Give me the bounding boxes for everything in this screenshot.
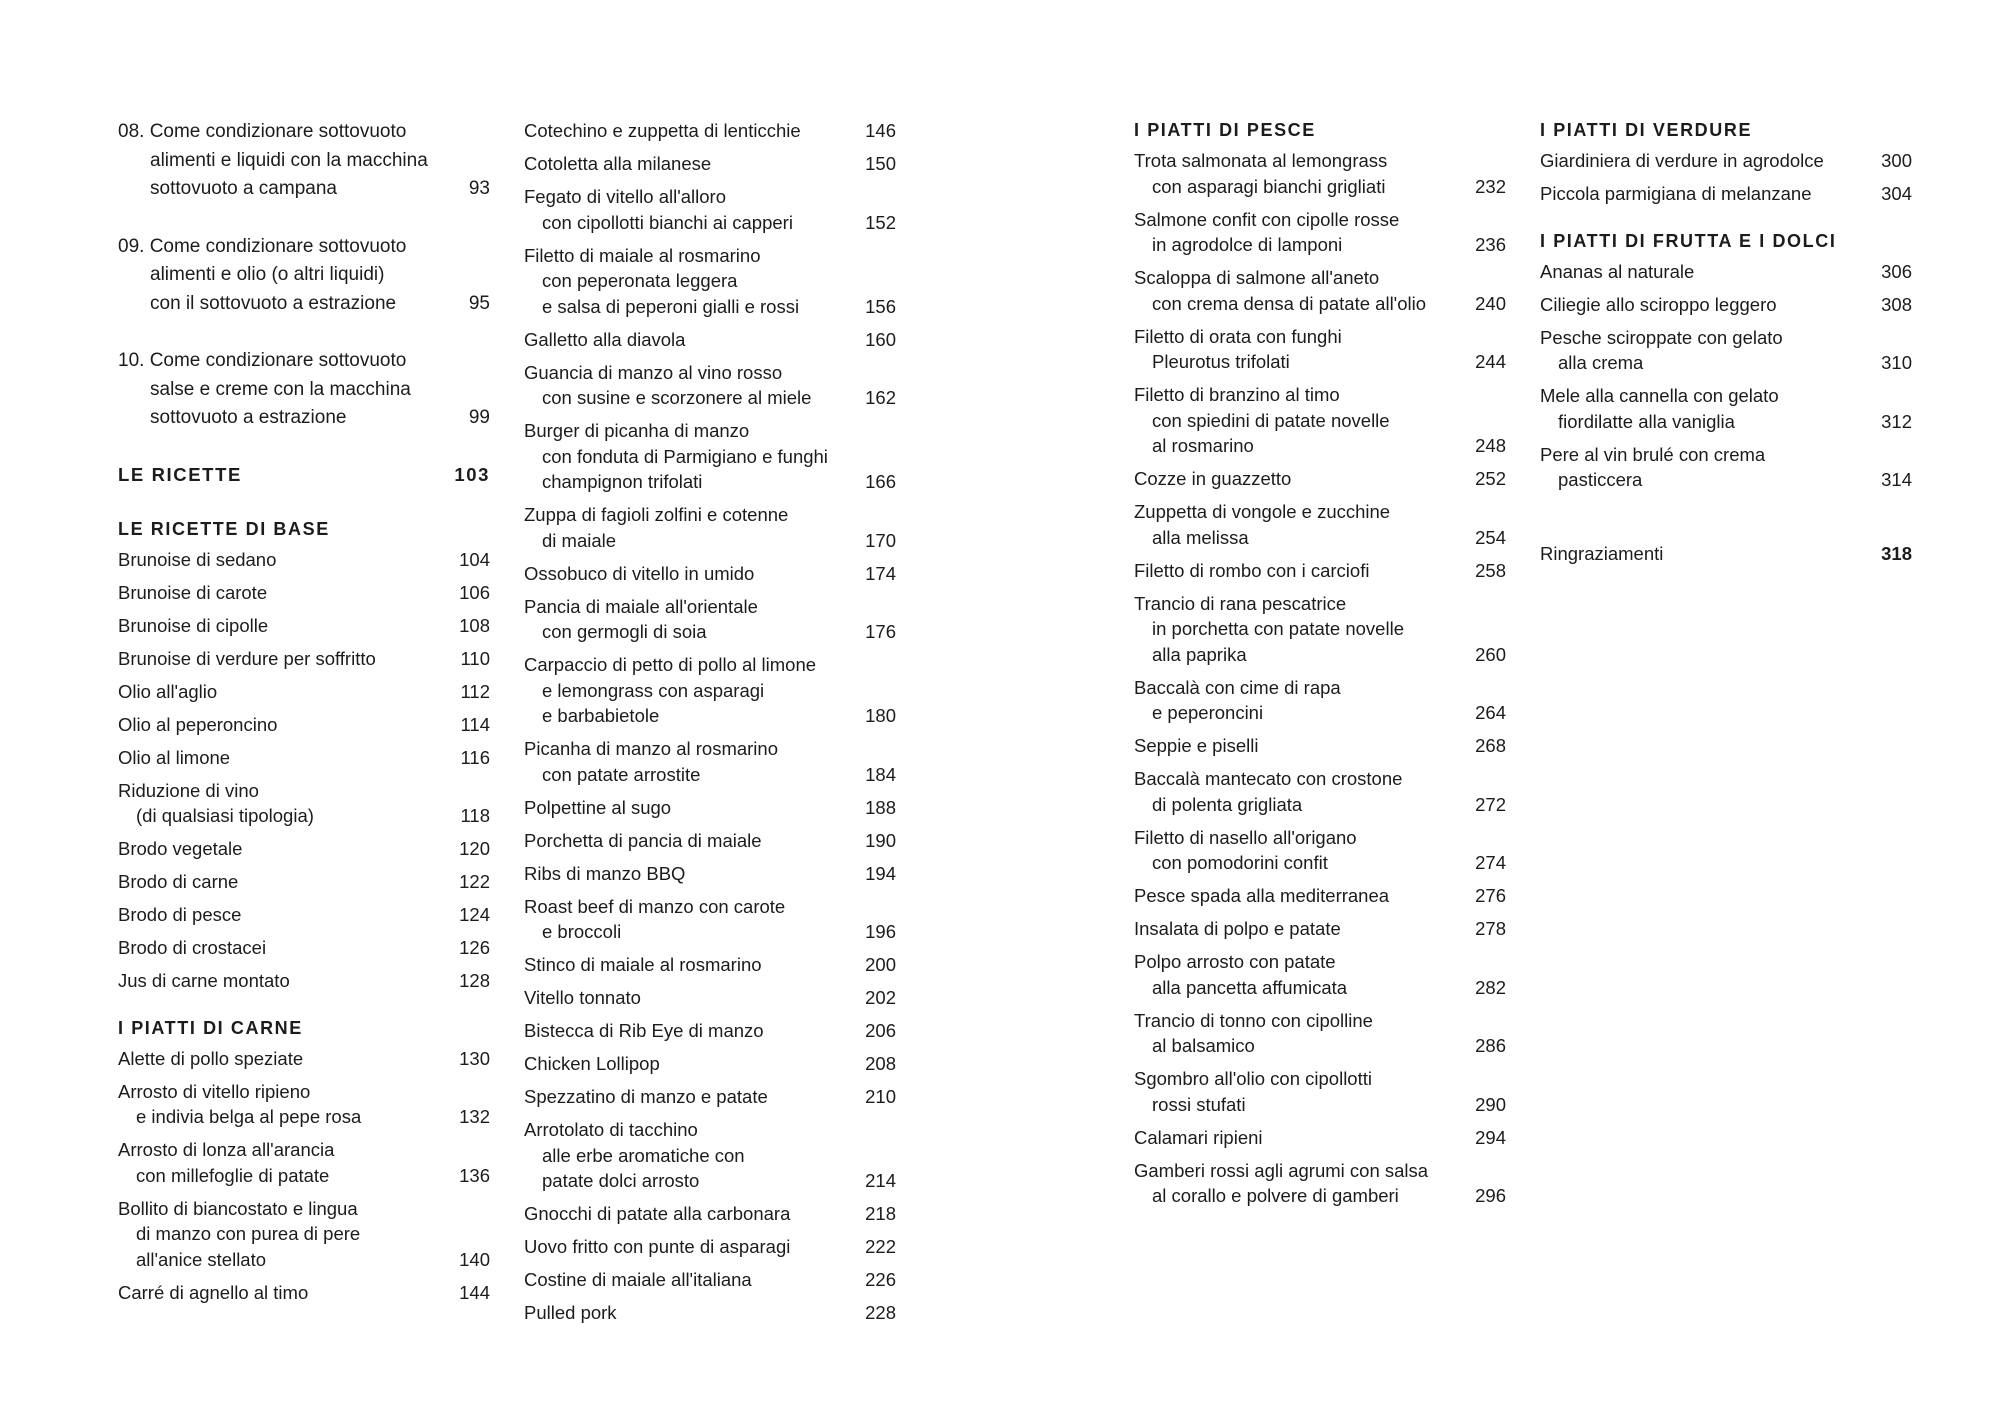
entry-title: Zuppa di fagioli zolfini e cotenne di maiale <box>524 504 789 551</box>
entry-title: Cozze in guazzetto <box>1134 468 1292 489</box>
entry-title: Olio al peperoncino <box>118 713 278 735</box>
toc-entry <box>118 935 490 961</box>
entry-page-number: 208 <box>865 1053 896 1074</box>
entry-page-number: 156 <box>865 295 896 317</box>
entry-page-number: 244 <box>1475 351 1506 372</box>
toc-entry <box>1540 325 1912 376</box>
toc-entry <box>524 861 896 887</box>
entry-title: Picanha di manzo al rosmarino con patate arrostite <box>524 738 778 785</box>
entry-page-number: 114 <box>460 713 490 735</box>
toc-entry <box>118 1196 490 1273</box>
entry-title: Bistecca di Rib Eye di manzo <box>524 1020 764 1041</box>
toc-entry <box>524 1117 896 1194</box>
entry-page-number: 110 <box>460 647 490 669</box>
entry-page-number: 180 <box>865 705 896 726</box>
toc-entry <box>1134 499 1506 550</box>
toc-entry <box>1134 1066 1506 1117</box>
entry-page-number: 150 <box>865 153 896 174</box>
entry-page-number: 264 <box>1475 702 1506 723</box>
toc-entry <box>1134 466 1506 492</box>
toc-entry <box>1134 148 1506 199</box>
toc-entry <box>524 502 896 553</box>
entry-title: Uovo fritto con punte di asparagi <box>524 1236 791 1257</box>
entry-page-number: 128 <box>459 970 490 991</box>
entry-page-number: 144 <box>459 1281 490 1303</box>
entry-page-number: 196 <box>865 921 896 942</box>
entry-page-number: 176 <box>865 621 896 642</box>
entry-page-number: 93 <box>468 178 490 199</box>
toc-entry <box>118 968 490 994</box>
base-recipes-list <box>118 547 490 994</box>
toc-entry <box>1134 825 1506 876</box>
entry-page-number: 108 <box>459 614 490 636</box>
toc-column-1 <box>118 118 490 1313</box>
toc-entry <box>1540 148 1912 174</box>
carne-recipes-list-2 <box>524 118 896 1326</box>
toc-entry <box>118 580 490 606</box>
toc-entry <box>118 233 490 319</box>
entry-title: Costine di maiale all'italiana <box>524 1269 752 1290</box>
entry-page-number: 226 <box>865 1269 896 1290</box>
entry-page-number: 184 <box>865 763 896 785</box>
entry-page-number: 126 <box>459 937 490 958</box>
toc-entry <box>524 594 896 645</box>
entry-page-number: 132 <box>459 1106 490 1127</box>
entry-page-number: 282 <box>1475 976 1506 998</box>
le-ricette-title: LE RICETTE <box>118 463 242 485</box>
entry-title: Fegato di vitello all'alloro con cipollotti bianchi ai capperi <box>524 186 793 233</box>
entry-title: Vitello tonnato <box>524 987 641 1008</box>
toc-entry <box>1134 1125 1506 1151</box>
entry-title: Pesche sciroppate con gelato alla crema <box>1540 326 1783 373</box>
toc-column-4 <box>1540 118 1912 566</box>
entry-title: Brodo di pesce <box>118 904 242 925</box>
entry-title: Piccola parmigiana di melanzane <box>1540 183 1812 204</box>
entry-title: Calamari ripieni <box>1134 1126 1263 1148</box>
toc-entry <box>524 418 896 495</box>
toc-entry <box>524 1300 896 1326</box>
dolci-recipes-list <box>1540 259 1912 493</box>
entry-page-number: 130 <box>459 1047 490 1069</box>
toc-entry <box>1134 591 1506 668</box>
entry-title: Pesce spada alla mediterranea <box>1134 885 1390 906</box>
entry-title: Burger di picanha di manzo con fonduta di Parmigiano e funghi champignon trifolati <box>524 420 828 492</box>
toc-entry <box>524 894 896 945</box>
entry-page-number: 116 <box>460 746 490 768</box>
entry-title: Trancio di tonno con cipolline al balsamico <box>1134 1009 1373 1056</box>
toc-entry <box>1134 324 1506 375</box>
entry-page-number: 136 <box>459 1164 490 1186</box>
entry-title: Pancia di maiale all'orientale con germogli di soia <box>524 595 758 642</box>
toc-entry <box>524 151 896 177</box>
entry-page-number: 294 <box>1475 1126 1506 1148</box>
entry-title: Zuppetta di vongole e zucchine alla melissa <box>1134 501 1391 548</box>
entry-title: Trota salmonata al lemongrass con asparagi bianchi grigliati <box>1134 150 1388 197</box>
entry-page-number: 166 <box>865 471 896 492</box>
entry-title: Polpettine al sugo <box>524 796 672 818</box>
entry-page-number: 106 <box>459 581 490 603</box>
entry-title: Cotechino e zuppetta di lenticchie <box>524 120 801 141</box>
entry-title: Trancio di rana pescatrice in porchetta con patate novelle alla paprika <box>1134 592 1404 665</box>
entry-title: 08. Come condizionare sottovuoto alimenti e liquidi con la macchina sottovuoto a campana <box>118 121 428 199</box>
entry-title: Arrotolato di tacchino alle erbe aromatiche con patate dolci arrosto <box>524 1119 745 1191</box>
toc-entry <box>1134 382 1506 459</box>
entry-title: Filetto di orata con funghi Pleurotus trifolati <box>1134 325 1342 372</box>
entry-page-number: 236 <box>1475 234 1506 255</box>
entry-title: Arrosto di lonza all'arancia con millefoglie di patate <box>118 1139 335 1186</box>
toc-entry <box>524 1084 896 1110</box>
entry-page-number: 308 <box>1881 293 1912 315</box>
entry-page-number: 140 <box>459 1248 490 1270</box>
section-heading-base: LE RICETTE DI BASE <box>118 518 330 539</box>
entry-title: 09. Come condizionare sottovuoto alimenti e olio (o altri liquidi) con il sottovuoto a estrazione <box>118 235 407 314</box>
entry-page-number: 310 <box>1881 352 1912 373</box>
toc-entry <box>118 1137 490 1188</box>
toc-entry <box>524 561 896 587</box>
entry-page-number: 312 <box>1881 410 1912 432</box>
toc-entry <box>118 118 490 204</box>
toc-entry <box>524 360 896 411</box>
entry-page-number: 260 <box>1475 643 1506 665</box>
entry-page-number: 218 <box>865 1203 896 1224</box>
entry-page-number: 272 <box>1475 793 1506 815</box>
entry-page-number: 268 <box>1475 735 1506 756</box>
toc-entry <box>1540 383 1912 434</box>
toc-entry <box>118 347 490 433</box>
entry-title: Filetto di nasello all'origano con pomodorini confit <box>1134 826 1357 873</box>
toc-entry <box>1134 265 1506 316</box>
entry-page-number: 248 <box>1475 435 1506 456</box>
toc-entry <box>118 1280 490 1306</box>
toc-entry <box>1540 259 1912 285</box>
ringraziamenti-page: 318 <box>1881 542 1912 564</box>
entry-page-number: 104 <box>459 548 490 570</box>
verdure-recipes-list <box>1540 148 1912 207</box>
entry-title: Baccalà mantecato con crostone di polenta grigliata <box>1134 768 1403 815</box>
entry-title: Sgombro all'olio con cipollotti rossi stufati <box>1134 1068 1372 1115</box>
entry-page-number: 118 <box>460 805 490 826</box>
toc-entry <box>524 1051 896 1077</box>
entry-page-number: 296 <box>1475 1185 1506 1206</box>
toc-entry <box>118 902 490 928</box>
toc-entry <box>524 652 896 729</box>
entry-page-number: 170 <box>865 529 896 551</box>
toc-column-2 <box>524 118 896 1333</box>
entry-page-number: 202 <box>865 987 896 1008</box>
entry-title: Ciliegie allo sciroppo leggero <box>1540 293 1777 315</box>
entry-title: Brunoise di carote <box>118 581 268 603</box>
toc-entry <box>1134 916 1506 942</box>
entry-page-number: 200 <box>865 954 896 975</box>
entry-title: Scaloppa di salmone all'aneto con crema densa di patate all'olio <box>1134 267 1427 314</box>
entry-page-number: 160 <box>865 328 896 350</box>
entry-title: Polpo arrosto con patate alla pancetta affumicata <box>1134 951 1348 998</box>
toc-entry <box>524 1267 896 1293</box>
toc-entry <box>524 795 896 821</box>
entry-title: Giardiniera di verdure in agrodolce <box>1540 150 1824 171</box>
entry-title: Brodo di carne <box>118 871 239 892</box>
toc-entry <box>1540 442 1912 493</box>
entry-page-number: 206 <box>865 1020 896 1041</box>
ringraziamenti-title: Ringraziamenti <box>1540 542 1664 564</box>
entry-title: Filetto di branzino al timo con spiedini di patate novelle al rosmarino <box>1134 384 1390 456</box>
entry-page-number: 232 <box>1475 175 1506 197</box>
entry-title: Olio all'aglio <box>118 680 218 702</box>
entry-title: Brunoise di verdure per soffritto <box>118 647 376 669</box>
entry-page-number: 306 <box>1881 260 1912 282</box>
entry-title: Seppie e piselli <box>1134 735 1259 756</box>
toc-entry <box>1134 1158 1506 1209</box>
entry-title: Brunoise di cipolle <box>118 614 269 636</box>
entry-page-number: 210 <box>865 1086 896 1107</box>
toc-entry <box>1540 181 1912 207</box>
section-heading-dolci: I PIATTI DI FRUTTA E I DOLCI <box>1540 230 1837 251</box>
section-heading-pesce: I PIATTI DI PESCE <box>1134 120 1316 140</box>
toc-entry <box>118 679 490 705</box>
toc-entry <box>1134 207 1506 258</box>
entry-page-number: 240 <box>1475 292 1506 314</box>
entry-title: Gamberi rossi agli agrumi con salsa al corallo e polvere di gamberi <box>1134 1159 1429 1206</box>
entry-title: Pulled pork <box>524 1302 617 1323</box>
entry-page-number: 228 <box>865 1302 896 1323</box>
entry-title: Mele alla cannella con gelato fiordilatte alla vaniglia <box>1540 385 1779 432</box>
section-heading-verdure: I PIATTI DI VERDURE <box>1540 120 1753 140</box>
entry-title: Roast beef di manzo con carote e broccoli <box>524 895 786 942</box>
entry-title: Filetto di maiale al rosmarino con peperonata leggera e salsa di peperoni gialli e rossi <box>524 244 800 317</box>
toc-entry <box>524 1234 896 1260</box>
entry-page-number: 278 <box>1475 918 1506 939</box>
toc-entry <box>1134 675 1506 726</box>
toc-entry <box>524 736 896 787</box>
toc-entry <box>118 1079 490 1130</box>
entry-page-number: 274 <box>1475 852 1506 873</box>
le-ricette-page: 103 <box>454 463 490 485</box>
toc-entry <box>524 952 896 978</box>
entry-page-number: 222 <box>865 1236 896 1257</box>
entry-page-number: 254 <box>1475 526 1506 548</box>
entry-page-number: 276 <box>1475 885 1506 906</box>
entry-page-number: 286 <box>1475 1035 1506 1056</box>
toc-entry <box>1134 1008 1506 1059</box>
toc-entry <box>1134 733 1506 759</box>
carne-recipes-list-1 <box>118 1046 490 1306</box>
entry-page-number: 162 <box>865 387 896 408</box>
entry-title: Insalata di polpo e patate <box>1134 918 1341 939</box>
toc-entry <box>1134 558 1506 584</box>
entry-title: Baccalà con cime di rapa e peperoncini <box>1134 676 1341 723</box>
toc-entry <box>524 243 896 320</box>
entry-page-number: 174 <box>865 562 896 584</box>
entry-page-number: 190 <box>865 829 896 851</box>
entry-title: Ananas al naturale <box>1540 260 1695 282</box>
entry-page-number: 290 <box>1475 1093 1506 1115</box>
entry-title: Ossobuco di vitello in umido <box>524 562 755 584</box>
toc-entry <box>524 184 896 235</box>
entry-page-number: 214 <box>865 1170 896 1191</box>
toc-entry <box>118 745 490 771</box>
toc-entry <box>118 1046 490 1072</box>
toc-entry <box>524 1018 896 1044</box>
entry-page-number: 304 <box>1881 183 1912 204</box>
entry-page-number: 124 <box>459 904 490 925</box>
entry-title: Pere al vin brulé con crema pasticcera <box>1540 443 1766 490</box>
toc-entry <box>1540 292 1912 318</box>
entry-page-number: 112 <box>460 680 490 702</box>
entry-page-number: 99 <box>468 407 490 428</box>
entry-page-number: 122 <box>459 871 490 892</box>
entry-title: Brodo vegetale <box>118 838 243 859</box>
toc-entry <box>524 118 896 144</box>
toc-entry <box>118 646 490 672</box>
toc-entry <box>1134 949 1506 1000</box>
entry-page-number: 152 <box>865 211 896 233</box>
entry-page-number: 95 <box>468 292 490 314</box>
toc-entry <box>118 613 490 639</box>
toc-entry <box>1134 883 1506 909</box>
entry-title: Galletto alla diavola <box>524 328 686 350</box>
section-heading-carne: I PIATTI DI CARNE <box>118 1017 303 1038</box>
toc-entry <box>118 547 490 573</box>
entry-page-number: 146 <box>865 120 896 141</box>
toc-entry <box>524 985 896 1011</box>
entry-page-number: 194 <box>865 862 896 884</box>
entry-page-number: 188 <box>865 796 896 818</box>
entry-title: Arrosto di vitello ripieno e indivia belga al pepe rosa <box>118 1080 362 1127</box>
entry-page-number: 300 <box>1881 150 1912 171</box>
entry-title: Carré di agnello al timo <box>118 1281 309 1303</box>
entry-title: 10. Come condizionare sottovuoto salse e creme con la macchina sottovuoto a estrazione <box>118 350 411 428</box>
entry-title: Gnocchi di patate alla carbonara <box>524 1203 791 1224</box>
entry-title: Carpaccio di petto di pollo al limone e lemongrass con asparagi e barbabietole <box>524 654 817 726</box>
entry-title: Jus di carne montato <box>118 970 290 991</box>
toc-entry <box>1134 766 1506 817</box>
entry-title: Brodo di crostacei <box>118 937 267 958</box>
entry-page-number: 258 <box>1475 559 1506 581</box>
entry-title: Riduzione di vino (di qualsiasi tipologia) <box>118 779 314 826</box>
ringraziamenti-entry <box>1540 541 1912 567</box>
entry-title: Guancia di manzo al vino rosso con susine e scorzonere al miele <box>524 361 812 408</box>
entry-page-number: 120 <box>459 838 490 859</box>
toc-entry <box>118 869 490 895</box>
entry-title: Salmone confit con cipolle rosse in agrodolce di lamponi <box>1134 208 1400 255</box>
entry-title: Chicken Lollipop <box>524 1053 660 1074</box>
entry-title: Brunoise di sedano <box>118 548 277 570</box>
le-ricette-heading <box>118 462 490 487</box>
toc-column-3 <box>1134 118 1506 1216</box>
entry-title: Ribs di manzo BBQ <box>524 862 686 884</box>
toc-entry <box>524 828 896 854</box>
toc-entry <box>118 778 490 829</box>
entry-title: Porchetta di pancia di maiale <box>524 829 762 851</box>
entry-title: Filetto di rombo con i carciofi <box>1134 559 1370 581</box>
pesce-recipes-list <box>1134 148 1506 1209</box>
entry-title: Olio al limone <box>118 746 231 768</box>
entry-title: Stinco di maiale al rosmarino <box>524 954 762 975</box>
procedure-list <box>118 118 490 433</box>
toc-entry <box>118 836 490 862</box>
toc-entry <box>118 712 490 738</box>
entry-title: Bollito di biancostato e lingua di manzo con purea di pere all'anice stellato <box>118 1197 361 1270</box>
entry-page-number: 314 <box>1881 469 1912 490</box>
entry-title: Cotoletta alla milanese <box>524 153 712 174</box>
entry-page-number: 252 <box>1475 468 1506 489</box>
toc-entry <box>524 1201 896 1227</box>
entry-title: Alette di pollo speziate <box>118 1047 304 1069</box>
entry-title: Spezzatino di manzo e patate <box>524 1086 768 1107</box>
toc-entry <box>524 327 896 353</box>
